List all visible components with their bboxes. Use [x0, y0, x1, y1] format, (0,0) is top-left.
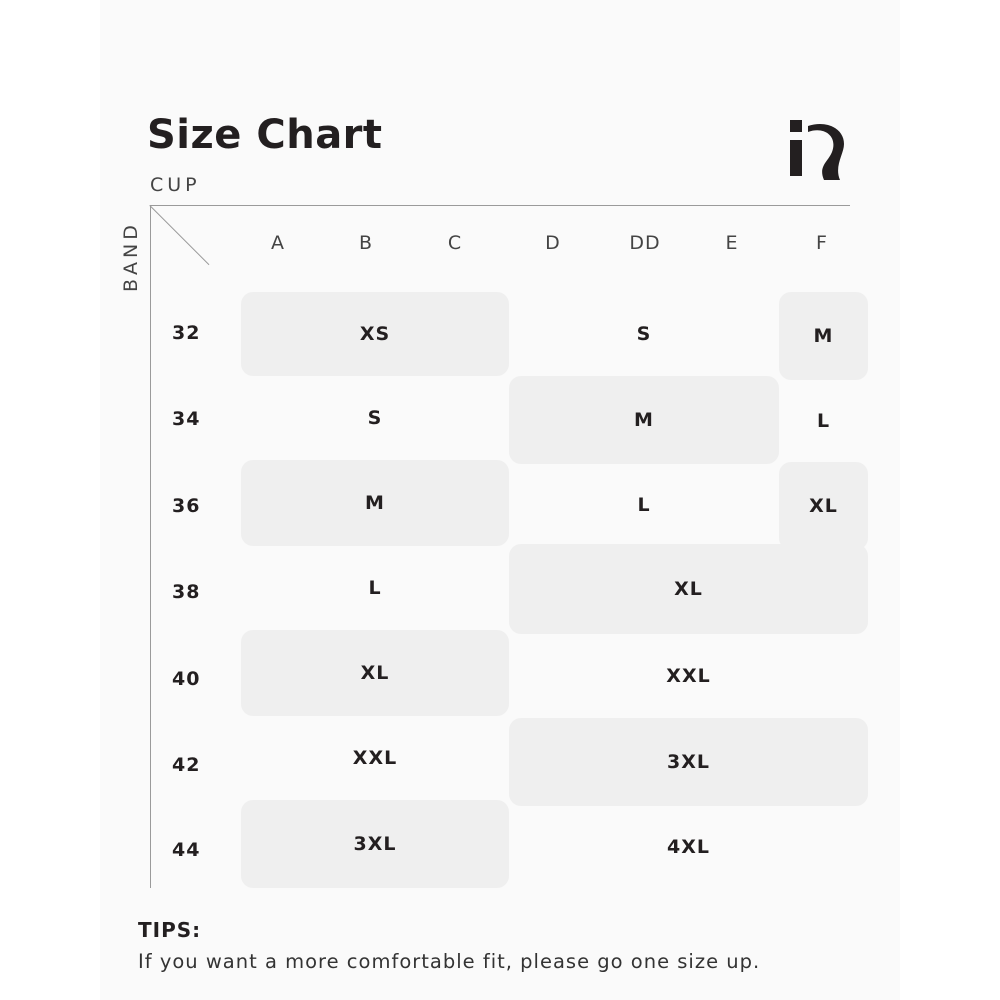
size-cell: XL	[241, 630, 509, 716]
band-header-34: 34	[172, 408, 201, 430]
band-header-40: 40	[172, 668, 201, 690]
size-cell: L	[637, 494, 651, 516]
band-header-44: 44	[172, 839, 201, 861]
cup-header-a: A	[271, 232, 285, 254]
size-cell: S	[367, 407, 383, 429]
cup-axis-label: CUP	[150, 174, 201, 196]
size-cell: M	[779, 292, 868, 380]
size-cell: M	[509, 376, 779, 464]
cup-header-c: C	[447, 232, 463, 254]
band-header-38: 38	[172, 581, 201, 603]
size-cell: 3XL	[241, 800, 509, 888]
band-axis-label: BAND	[120, 221, 142, 292]
size-cell: L	[816, 410, 831, 432]
size-cell: XL	[509, 544, 868, 634]
size-cell: XXL	[666, 665, 711, 687]
cup-header-dd: DD	[629, 232, 661, 254]
size-cell: 3XL	[509, 718, 868, 806]
size-cell: S	[636, 323, 652, 345]
cup-header-f: F	[816, 232, 828, 254]
tips-text: If you want a more comfortable fit, please go one size up.	[138, 950, 761, 973]
band-header-32: 32	[172, 322, 201, 344]
size-cell: XS	[241, 292, 509, 376]
size-cell: XL	[779, 462, 868, 550]
band-header-36: 36	[172, 495, 201, 517]
tips-heading: TIPS:	[138, 918, 202, 942]
cup-header-d: D	[545, 232, 561, 254]
size-cell: M	[241, 460, 509, 546]
cup-header-b: B	[358, 232, 374, 254]
cup-axis-line	[150, 205, 850, 206]
band-header-42: 42	[172, 754, 201, 776]
size-cell: L	[368, 577, 382, 599]
cup-header-e: E	[725, 232, 739, 254]
brand-logo-icon	[788, 118, 846, 182]
page-title: Size Chart	[147, 112, 383, 158]
size-cell: 4XL	[667, 836, 710, 858]
size-cell: XXL	[352, 747, 398, 769]
band-axis-line	[150, 205, 151, 888]
